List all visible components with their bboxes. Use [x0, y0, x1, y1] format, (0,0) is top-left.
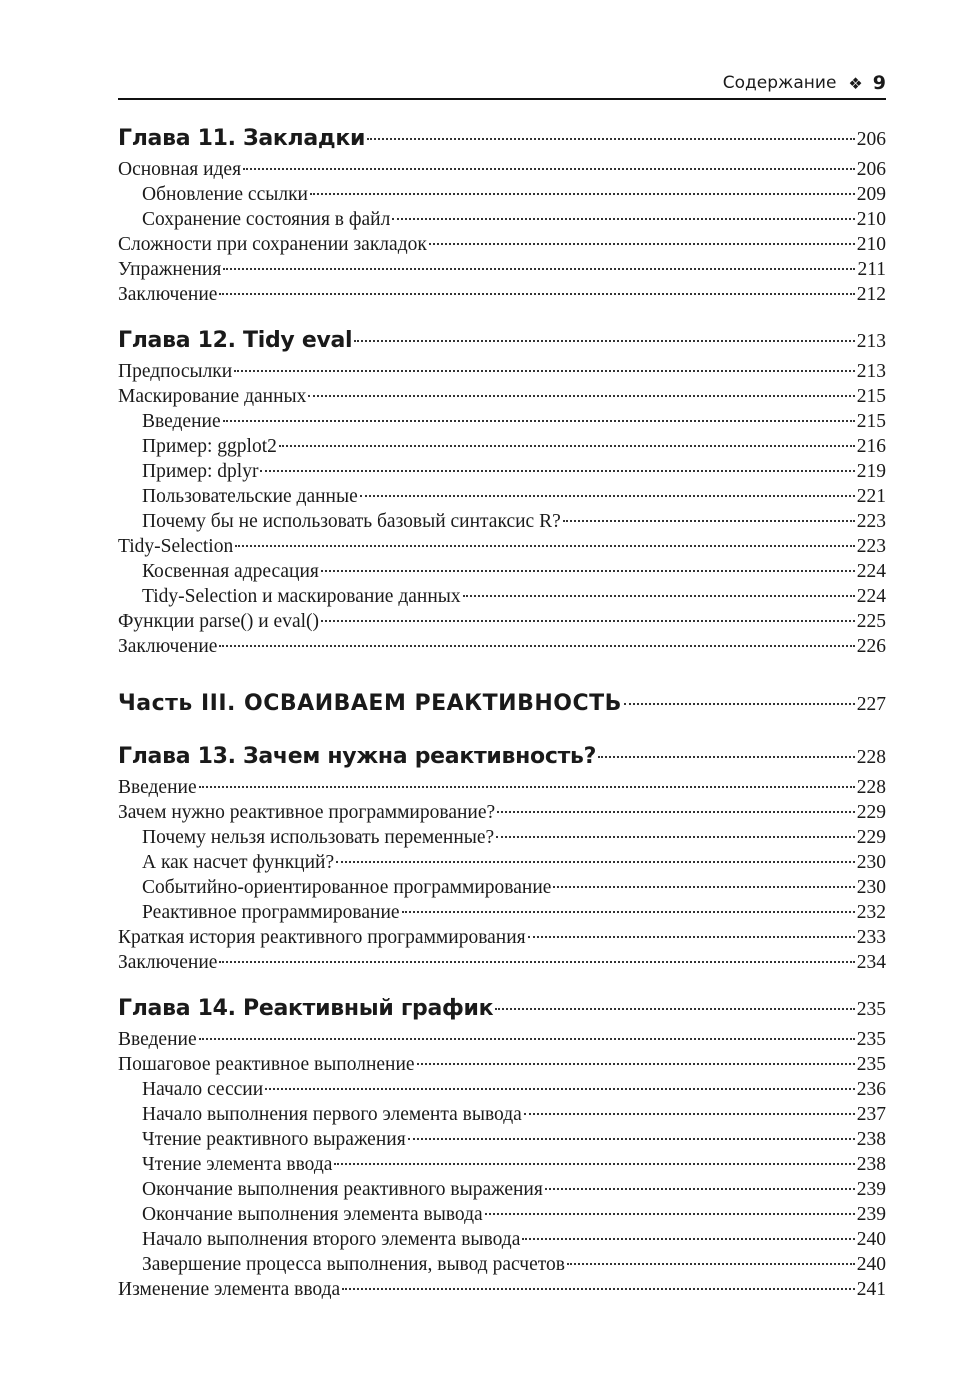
- entry-page-number: 229: [856, 827, 886, 848]
- entry-page-number: 235: [856, 1054, 886, 1075]
- entry-page-number: 239: [856, 1179, 886, 1200]
- toc-entry[interactable]: [118, 257, 886, 282]
- entry-title: Глава 12. Tidy eval: [118, 328, 353, 353]
- dot-leader: [279, 445, 855, 447]
- dot-leader: [321, 570, 855, 572]
- entry-page-number: 230: [856, 852, 886, 873]
- entry-title: Введение: [142, 411, 221, 432]
- entry-page-number: 228: [856, 777, 886, 798]
- dot-leader: [524, 1113, 855, 1115]
- entry-title: Чтение элемента ввода: [142, 1154, 333, 1175]
- entry-page-number: 228: [856, 747, 886, 768]
- entry-page-number: 209: [856, 184, 886, 205]
- entry-page-number: 239: [856, 1204, 886, 1225]
- dot-leader: [496, 836, 855, 838]
- dot-leader: [485, 1213, 855, 1215]
- dot-leader: [497, 811, 855, 813]
- dot-leader: [336, 861, 855, 863]
- dot-leader: [235, 545, 855, 547]
- toc-entry[interactable]: [118, 434, 886, 459]
- dot-leader: [522, 1238, 854, 1240]
- entry-title: Часть III. ОСВАИВАЕМ РЕАКТИВНОСТЬ: [118, 691, 622, 716]
- entry-page-number: 223: [856, 511, 886, 532]
- entry-title: Пошаговое реактивное выполнение: [118, 1054, 415, 1075]
- entry-page-number: 240: [856, 1254, 886, 1275]
- entry-title: Глава 13. Зачем нужна реактивность?: [118, 744, 597, 769]
- dot-leader: [199, 1038, 855, 1040]
- toc-entry[interactable]: [118, 584, 886, 609]
- entry-title: Заключение: [118, 636, 218, 657]
- entry-page-number: 232: [856, 902, 886, 923]
- entry-title: А как насчет функций?: [142, 852, 335, 873]
- entry-page-number: 238: [856, 1154, 886, 1175]
- dot-leader: [624, 703, 855, 705]
- toc-entry[interactable]: [118, 1252, 886, 1277]
- table-of-contents: [118, 121, 886, 1302]
- header-title: Содержание: [722, 73, 837, 93]
- toc-entry[interactable]: [118, 1202, 886, 1227]
- entry-page-number: 210: [856, 209, 886, 230]
- toc-entry[interactable]: [118, 1277, 886, 1302]
- toc-entry[interactable]: [118, 484, 886, 509]
- dot-leader: [219, 961, 854, 963]
- dot-leader: [234, 370, 855, 372]
- entry-title: Tidy-Selection: [118, 536, 234, 557]
- entry-page-number: 224: [856, 561, 886, 582]
- entry-title: Окончание выполнения элемента вывода: [142, 1204, 483, 1225]
- entry-title: Зачем нужно реактивное программирование?: [118, 802, 496, 823]
- dot-leader: [223, 268, 855, 270]
- dot-leader: [553, 886, 854, 888]
- dot-leader: [360, 495, 855, 497]
- toc-entry[interactable]: [118, 1127, 886, 1152]
- dot-leader: [495, 1008, 854, 1010]
- entry-title: Введение: [118, 777, 197, 798]
- entry-title: Основная идея: [118, 159, 242, 180]
- entry-page-number: 226: [856, 636, 886, 657]
- entry-title: Окончание выполнения реактивного выражения: [142, 1179, 543, 1200]
- entry-title: Заключение: [118, 284, 218, 305]
- entry-page-number: 215: [856, 386, 886, 407]
- entry-page-number: 233: [856, 927, 886, 948]
- toc-entry[interactable]: [118, 609, 886, 634]
- toc-entry[interactable]: [118, 232, 886, 257]
- page-number: 9: [872, 72, 886, 94]
- dot-leader: [199, 786, 855, 788]
- entry-title: Предпосылки: [118, 361, 233, 382]
- entry-page-number: 206: [856, 159, 886, 180]
- entry-title: Обновление ссылки: [142, 184, 308, 205]
- entry-title: Tidy-Selection и маскирование данных: [142, 586, 461, 607]
- entry-page-number: 215: [856, 411, 886, 432]
- entry-page-number: 234: [856, 952, 886, 973]
- entry-title: Почему бы не использовать базовый синтаксис R?: [142, 511, 561, 532]
- dot-leader: [598, 756, 855, 758]
- dot-leader: [310, 193, 855, 195]
- entry-page-number: 213: [856, 361, 886, 382]
- entry-title: Введение: [118, 1029, 197, 1050]
- toc-entry[interactable]: [118, 1102, 886, 1127]
- toc-chapter-entry[interactable]: [118, 121, 886, 157]
- entry-page-number: 225: [856, 611, 886, 632]
- toc-entry[interactable]: [118, 925, 886, 950]
- toc-entry[interactable]: [118, 459, 886, 484]
- entry-page-number: 237: [856, 1104, 886, 1125]
- toc-entry[interactable]: [118, 825, 886, 850]
- entry-title: Упражнения: [118, 259, 222, 280]
- toc-chapter-entry[interactable]: [118, 739, 886, 775]
- dot-leader: [417, 1063, 855, 1065]
- dot-leader: [334, 1163, 854, 1165]
- toc-entry[interactable]: [118, 875, 886, 900]
- entry-page-number: 235: [856, 1029, 886, 1050]
- entry-title: Начало выполнения первого элемента вывода: [142, 1104, 522, 1125]
- ornament-icon: ❖: [848, 73, 863, 93]
- dot-leader: [563, 520, 855, 522]
- dot-leader: [392, 218, 854, 220]
- dot-leader: [308, 395, 854, 397]
- entry-title: Косвенная адресация: [142, 561, 319, 582]
- entry-title: Начало сессии: [142, 1079, 264, 1100]
- entry-page-number: 229: [856, 802, 886, 823]
- toc-entry[interactable]: [118, 282, 886, 307]
- toc-entry[interactable]: [118, 1152, 886, 1177]
- toc-entry[interactable]: [118, 775, 886, 800]
- toc-entry[interactable]: [118, 950, 886, 975]
- entry-title: Заключение: [118, 952, 218, 973]
- dot-leader: [528, 936, 855, 938]
- entry-title: Сохранение состояния в файл: [142, 209, 391, 230]
- running-header: [118, 68, 886, 100]
- toc-entry[interactable]: [118, 850, 886, 875]
- entry-title: Пользовательские данные: [142, 486, 358, 507]
- dot-leader: [463, 595, 855, 597]
- dot-leader: [342, 1288, 855, 1290]
- entry-page-number: 211: [857, 259, 886, 280]
- entry-title: Почему нельзя использовать переменные?: [142, 827, 495, 848]
- entry-title: Завершение процесса выполнения, вывод расчетов: [142, 1254, 565, 1275]
- entry-title: Начало выполнения второго элемента вывода: [142, 1229, 521, 1250]
- dot-leader: [223, 420, 855, 422]
- entry-title: Сложности при сохранении закладок: [118, 234, 427, 255]
- toc-entry[interactable]: [118, 559, 886, 584]
- toc-entry[interactable]: [118, 157, 886, 182]
- entry-page-number: 235: [856, 999, 886, 1020]
- entry-title: Пример: ggplot2: [142, 436, 277, 457]
- toc-entry[interactable]: [118, 384, 886, 409]
- entry-page-number: 241: [856, 1279, 886, 1300]
- entry-page-number: 221: [856, 486, 886, 507]
- toc-entry[interactable]: [118, 1052, 886, 1077]
- toc-entry[interactable]: [118, 1077, 886, 1102]
- dot-leader: [429, 243, 855, 245]
- toc-entry[interactable]: [118, 1227, 886, 1252]
- toc-entry[interactable]: [118, 509, 886, 534]
- entry-title: Событийно-ориентированное программирование: [142, 877, 552, 898]
- toc-entry[interactable]: [118, 634, 886, 659]
- entry-title: Краткая история реактивного программирования: [118, 927, 526, 948]
- toc-part-entry[interactable]: [118, 685, 886, 723]
- dot-leader: [321, 620, 855, 622]
- dot-leader: [354, 340, 854, 342]
- entry-page-number: 212: [856, 284, 886, 305]
- entry-page-number: 216: [856, 436, 886, 457]
- entry-page-number: 238: [856, 1129, 886, 1150]
- dot-leader: [260, 470, 854, 472]
- toc-entry[interactable]: [118, 359, 886, 384]
- entry-title: Чтение реактивного выражения: [142, 1129, 406, 1150]
- toc-entry[interactable]: [118, 182, 886, 207]
- entry-page-number: 240: [856, 1229, 886, 1250]
- entry-title: Пример: dplyr: [142, 461, 259, 482]
- toc-chapter-entry[interactable]: [118, 323, 886, 359]
- entry-title: Маскирование данных: [118, 386, 307, 407]
- toc-entry[interactable]: [118, 800, 886, 825]
- toc-entry[interactable]: [118, 900, 886, 925]
- dot-leader: [545, 1188, 855, 1190]
- toc-entry[interactable]: [118, 1177, 886, 1202]
- dot-leader: [367, 138, 855, 140]
- dot-leader: [219, 645, 854, 647]
- entry-page-number: 210: [856, 234, 886, 255]
- entry-title: Функции parse() и eval(): [118, 611, 320, 632]
- entry-page-number: 223: [856, 536, 886, 557]
- dot-leader: [408, 1138, 855, 1140]
- dot-leader: [265, 1088, 855, 1090]
- toc-entry[interactable]: [118, 1027, 886, 1052]
- dot-leader: [567, 1263, 855, 1265]
- entry-page-number: 227: [856, 694, 886, 715]
- dot-leader: [219, 293, 854, 295]
- entry-page-number: 213: [856, 331, 886, 352]
- dot-leader: [243, 168, 855, 170]
- entry-page-number: 219: [856, 461, 886, 482]
- entry-page-number: 206: [856, 129, 886, 150]
- entry-title: Изменение элемента ввода: [118, 1279, 341, 1300]
- entry-page-number: 230: [856, 877, 886, 898]
- entry-title: Глава 11. Закладки: [118, 126, 366, 151]
- dot-leader: [402, 911, 855, 913]
- entry-title: Реактивное программирование: [142, 902, 400, 923]
- toc-entry[interactable]: [118, 207, 886, 232]
- toc-entry[interactable]: [118, 409, 886, 434]
- entry-title: Глава 14. Реактивный график: [118, 996, 494, 1021]
- toc-chapter-entry[interactable]: [118, 991, 886, 1027]
- entry-page-number: 236: [856, 1079, 886, 1100]
- toc-entry[interactable]: [118, 534, 886, 559]
- entry-page-number: 224: [856, 586, 886, 607]
